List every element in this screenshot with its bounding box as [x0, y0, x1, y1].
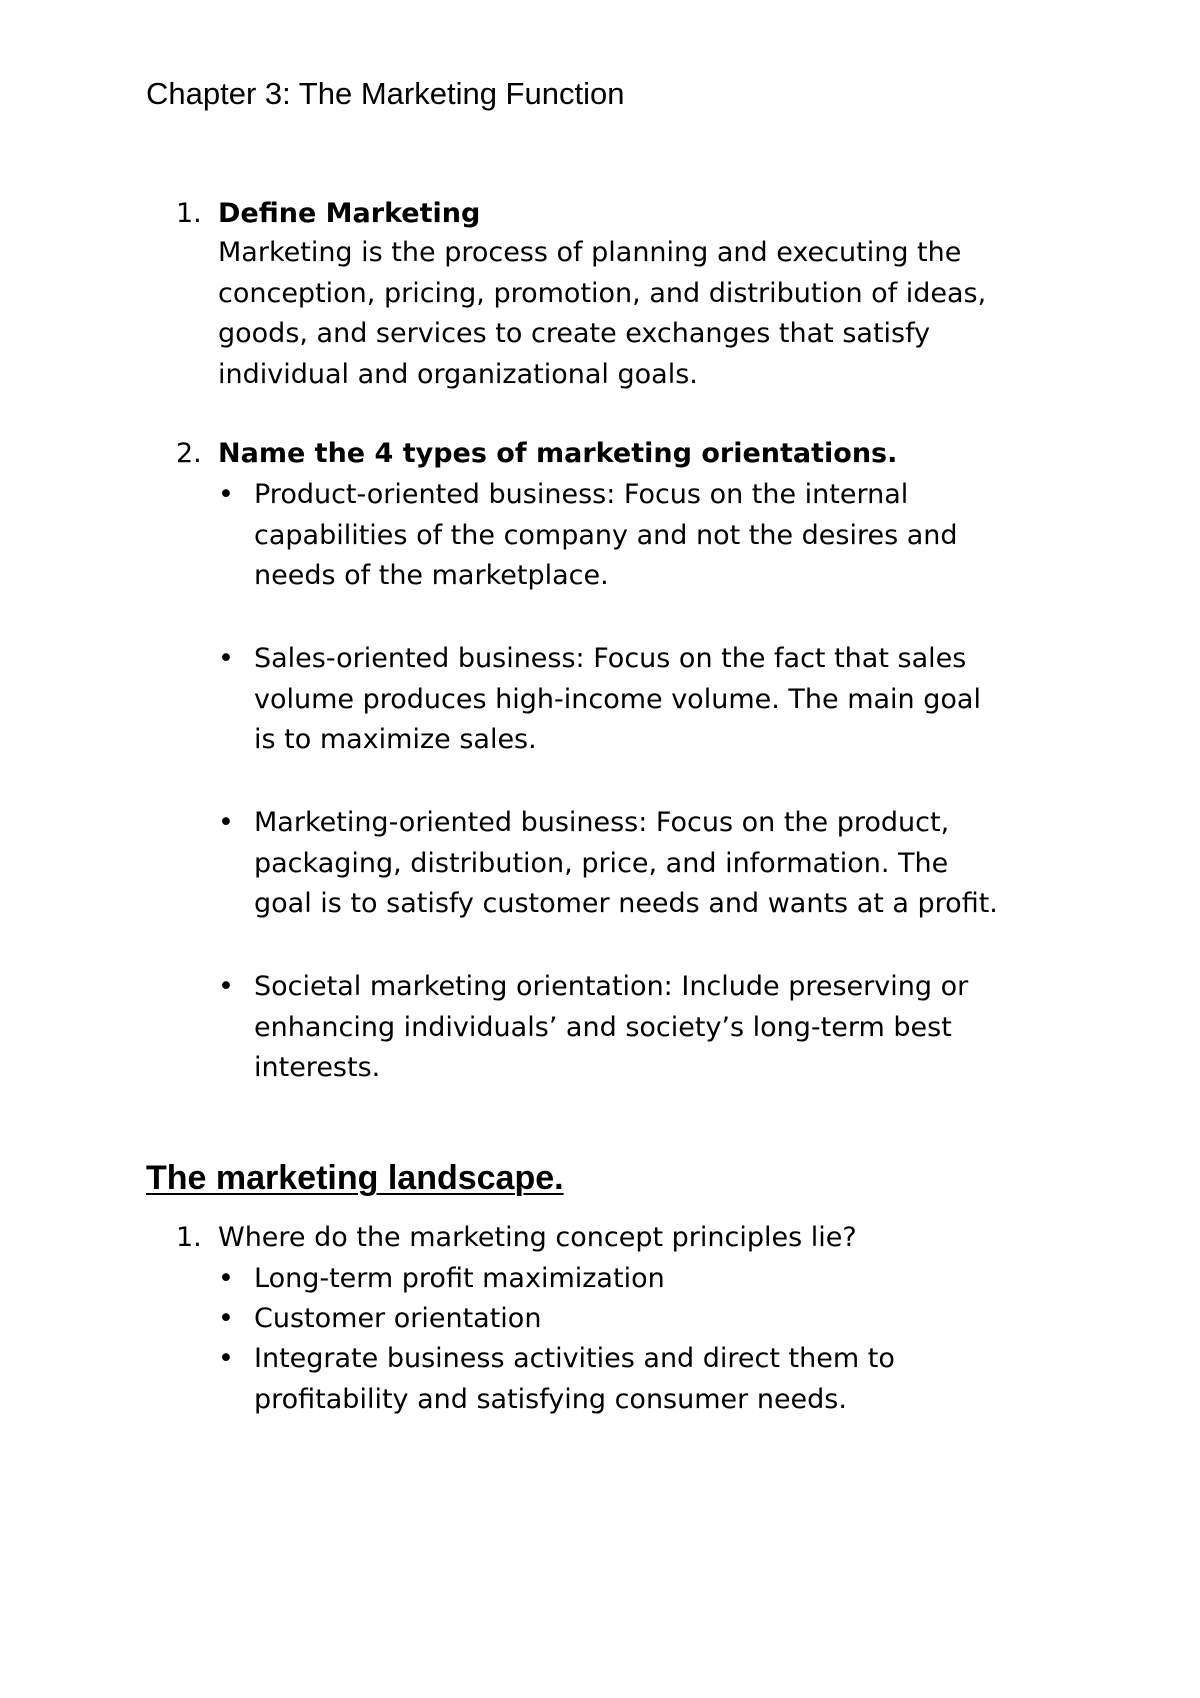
question-heading: Name the 4 types of marketing orientations.	[218, 438, 898, 469]
bullet-line: Long-term profit maximization	[254, 1263, 665, 1294]
bullet-text	[254, 967, 1074, 1089]
bullet-line: Sales-oriented business: Focus on the fact that sales	[254, 643, 967, 674]
paragraph-line: goods, and services to create exchanges that satisfy	[218, 318, 931, 349]
bullet-line: Marketing-oriented business: Focus on the product,	[254, 807, 950, 838]
bullet-text	[254, 1259, 1074, 1300]
question-heading: Define Marketing	[218, 198, 481, 229]
bullet-line: enhancing individuals’ and society’s long-term best	[254, 1011, 952, 1043]
bullet-line: Integrate business activities and direct them to	[254, 1343, 895, 1374]
bullet-icon: •	[218, 971, 234, 1002]
bullet-icon: •	[218, 643, 234, 674]
question-number: 2.	[176, 438, 202, 469]
paragraph-line: conception, pricing, promotion, and distribution of ideas,	[218, 277, 987, 309]
bullet-text	[254, 639, 1074, 761]
bullet-line: volume produces high-income volume. The main goal	[254, 683, 981, 715]
question-number: 1.	[176, 198, 202, 229]
bullet-text	[254, 1299, 1074, 1340]
section-heading: The marketing landscape.	[146, 1159, 564, 1197]
bullet-icon: •	[218, 807, 234, 838]
bullet-line: Customer orientation	[254, 1303, 542, 1334]
paragraph-line: individual and organizational goals.	[218, 358, 698, 390]
bullet-line: is to maximize sales.	[254, 724, 537, 755]
bullet-text	[254, 475, 1074, 597]
bullet-line: packaging, distribution, price, and information. The	[254, 847, 949, 879]
bullet-icon: •	[218, 479, 234, 510]
bullet-text	[254, 1339, 1074, 1420]
bullet-line: profitability and satisfying consumer needs.	[254, 1383, 847, 1415]
bullet-icon: •	[218, 1303, 234, 1334]
bullet-line: needs of the marketplace.	[254, 560, 609, 591]
bullet-line: Product-oriented business: Focus on the internal	[254, 479, 909, 510]
bullet-text	[254, 803, 1074, 925]
bullet-icon: •	[218, 1263, 234, 1294]
question-text: Where do the marketing concept principles lie?	[218, 1222, 857, 1253]
bullet-line: interests.	[254, 1052, 381, 1083]
bullet-line: capabilities of the company and not the desires and	[254, 519, 958, 551]
question-number: 1.	[176, 1222, 202, 1253]
chapter-title: Chapter 3: The Marketing Function	[146, 76, 625, 111]
paragraph-line: Marketing is the process of planning and executing the	[218, 237, 962, 268]
bullet-line: Societal marketing orientation: Include preserving or	[254, 971, 969, 1002]
bullet-line: goal is to satisfy customer needs and wants at a profit.	[254, 888, 998, 919]
bullet-icon: •	[218, 1343, 234, 1374]
definition-paragraph	[218, 233, 1078, 395]
